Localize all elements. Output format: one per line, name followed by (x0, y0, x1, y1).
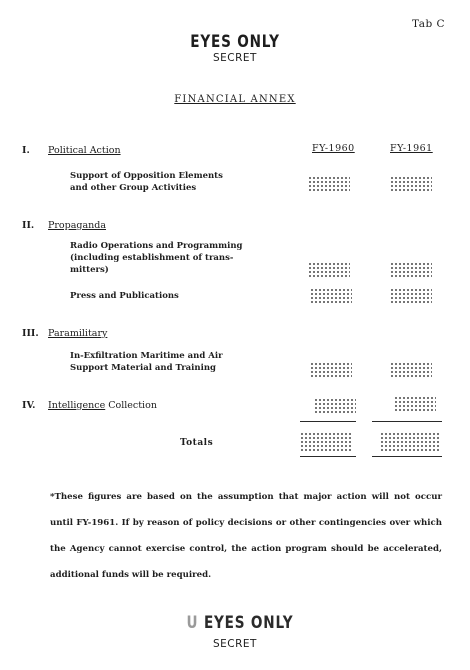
section-number: IV. (22, 400, 36, 411)
redacted-total (300, 432, 352, 452)
redacted-figure (390, 288, 432, 303)
section-title-propaganda: Propaganda (48, 220, 107, 231)
section-title-paramilitary: Paramilitary (48, 328, 108, 339)
redacted-figure (310, 288, 352, 303)
totals-label: Totals (180, 438, 214, 448)
line-item: Press and Publications (70, 291, 179, 301)
classification-marking-top: SECRET (213, 52, 257, 64)
footnote: *These figures are based on the assumption that major action will not occur until FY-1961. If by reason of policy decisions or other contingencies over which the Agency cannot exercise control, the action program should be accelerated, additional funds will be required. (50, 492, 442, 580)
double-rule (300, 456, 356, 457)
section-number: II. (22, 220, 35, 231)
redacted-figure (390, 176, 432, 193)
redacted-figure (394, 396, 436, 412)
line-item: Support of Opposition Elements and other Group Activities (70, 171, 223, 193)
section-number: III. (22, 328, 39, 339)
redacted-figure (308, 176, 350, 193)
line-item: In-Exfiltration Maritime and Air Support Material and Training (70, 351, 223, 373)
section-title-intelligence-collection: Intelligence Collection (48, 400, 157, 411)
line-item: Radio Operations and Programming (including establishment of trans- mitters) (70, 241, 243, 275)
eyes-only-stamp: EYES ONLY (190, 32, 280, 52)
redacted-figure (390, 362, 432, 378)
section-title-political-action: Political Action (48, 145, 121, 156)
tab-label: Tab C (412, 18, 446, 30)
total-rule (300, 421, 356, 422)
redacted-figure (308, 262, 350, 277)
redacted-figure (310, 362, 352, 378)
double-rule (372, 456, 442, 457)
total-rule (372, 421, 442, 422)
redacted-figure (390, 262, 432, 277)
redacted-figure (314, 398, 356, 414)
redacted-total (380, 432, 440, 452)
eyes-only-stamp-bottom: U EYES ONLY (186, 613, 294, 633)
document-title: FINANCIAL ANNEX (174, 94, 296, 105)
classification-marking-bottom: SECRET (213, 638, 257, 650)
column-header-fy1961: FY-1961 (390, 143, 433, 154)
section-number: I. (22, 145, 30, 156)
column-header-fy1960: FY-1960 (312, 143, 355, 154)
